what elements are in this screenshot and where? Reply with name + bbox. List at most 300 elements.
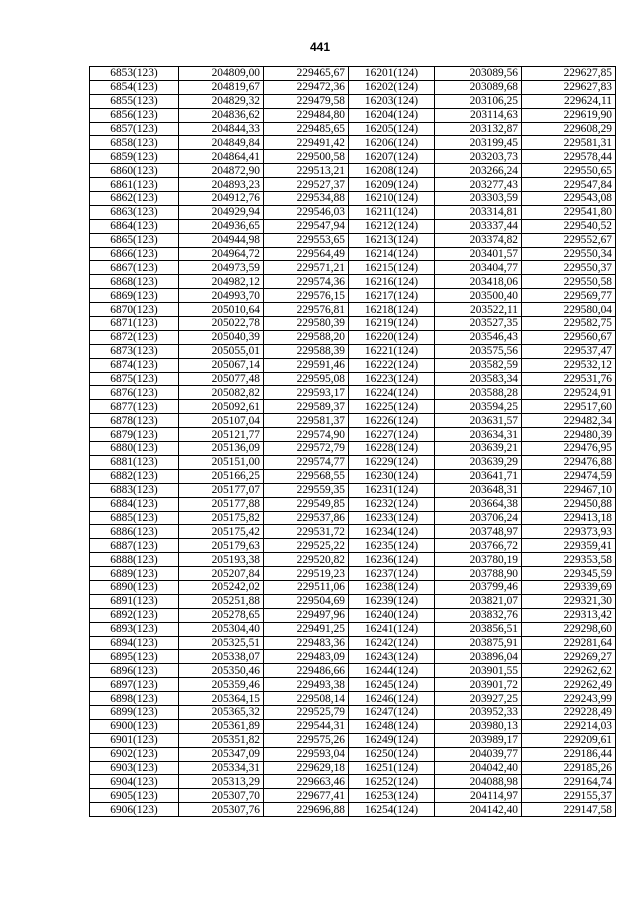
table-cell: 6878(123) (90, 414, 179, 428)
table-cell: 229483,36 (264, 636, 349, 650)
table-cell: 6879(123) (90, 428, 179, 442)
table-cell: 16218(124) (349, 303, 435, 317)
table-cell: 6904(123) (90, 775, 179, 789)
table-cell: 16217(124) (349, 289, 435, 303)
table-cell: 229550,37 (522, 261, 616, 275)
table-cell: 204912,76 (179, 192, 264, 206)
table-cell: 229534,88 (264, 192, 349, 206)
table-cell: 229593,04 (264, 747, 349, 761)
table-cell: 203500,40 (435, 289, 522, 303)
table-cell: 16231(124) (349, 483, 435, 497)
table-cell: 229546,03 (264, 205, 349, 219)
table-cell: 16247(124) (349, 705, 435, 719)
table-cell: 229517,60 (522, 400, 616, 414)
table-cell: 205175,82 (179, 511, 264, 525)
table-cell: 204849,84 (179, 136, 264, 150)
table-cell: 229493,38 (264, 678, 349, 692)
table-cell: 229544,31 (264, 719, 349, 733)
table-cell: 205092,61 (179, 400, 264, 414)
table-cell: 203896,04 (435, 650, 522, 664)
table-cell: 203089,68 (435, 80, 522, 94)
table-cell: 16232(124) (349, 497, 435, 511)
table-cell: 203641,71 (435, 469, 522, 483)
table-cell: 205175,42 (179, 525, 264, 539)
table-cell: 203374,82 (435, 233, 522, 247)
table-cell: 16227(124) (349, 428, 435, 442)
table-cell: 205338,07 (179, 650, 264, 664)
table-row (90, 622, 616, 636)
table-row (90, 150, 616, 164)
table-cell: 229373,93 (522, 525, 616, 539)
table-cell: 6868(123) (90, 275, 179, 289)
table-cell: 203901,55 (435, 664, 522, 678)
table-cell: 229531,76 (522, 372, 616, 386)
table-cell: 229281,64 (522, 636, 616, 650)
table-cell: 229559,35 (264, 483, 349, 497)
table-cell: 229581,31 (522, 136, 616, 150)
table-cell: 16210(124) (349, 192, 435, 206)
table-cell: 229164,74 (522, 775, 616, 789)
table-cell: 16214(124) (349, 247, 435, 261)
table-cell: 6853(123) (90, 67, 179, 81)
table-cell: 229564,49 (264, 247, 349, 261)
table-cell: 203314,81 (435, 205, 522, 219)
table-cell: 203980,13 (435, 719, 522, 733)
table-cell: 16213(124) (349, 233, 435, 247)
table-cell: 203832,76 (435, 608, 522, 622)
table-cell: 204864,41 (179, 150, 264, 164)
table-row (90, 358, 616, 372)
table-row (90, 122, 616, 136)
table-cell: 205151,00 (179, 455, 264, 469)
table-cell: 16236(124) (349, 553, 435, 567)
table-cell: 6900(123) (90, 719, 179, 733)
table-cell: 6855(123) (90, 94, 179, 108)
table-cell: 229482,34 (522, 414, 616, 428)
table-cell: 6892(123) (90, 608, 179, 622)
table-cell: 229345,59 (522, 567, 616, 581)
table-cell: 229549,85 (264, 497, 349, 511)
table-row (90, 428, 616, 442)
table-cell: 229663,46 (264, 775, 349, 789)
table-cell: 16249(124) (349, 733, 435, 747)
table-cell: 6903(123) (90, 761, 179, 775)
table-cell: 205067,14 (179, 358, 264, 372)
table-cell: 229497,96 (264, 608, 349, 622)
table-cell: 6883(123) (90, 483, 179, 497)
table-cell: 16252(124) (349, 775, 435, 789)
table-cell: 203583,34 (435, 372, 522, 386)
table-cell: 6902(123) (90, 747, 179, 761)
table-row (90, 330, 616, 344)
table-cell: 6866(123) (90, 247, 179, 261)
table-cell: 204114,97 (435, 789, 522, 803)
table-cell: 229465,67 (264, 67, 349, 81)
table-row (90, 733, 616, 747)
table-row (90, 525, 616, 539)
table-cell: 6881(123) (90, 455, 179, 469)
table-cell: 6889(123) (90, 567, 179, 581)
table-cell: 6896(123) (90, 664, 179, 678)
table-cell: 203132,87 (435, 122, 522, 136)
table-row (90, 414, 616, 428)
table-cell: 229696,88 (264, 803, 349, 817)
table-row (90, 275, 616, 289)
table-row (90, 219, 616, 233)
table-cell: 205179,63 (179, 539, 264, 553)
table-cell: 6867(123) (90, 261, 179, 275)
table-cell: 229472,36 (264, 80, 349, 94)
table-cell: 16243(124) (349, 650, 435, 664)
table-cell: 16211(124) (349, 205, 435, 219)
table-cell: 203875,91 (435, 636, 522, 650)
table-cell: 229550,34 (522, 247, 616, 261)
table-cell: 16242(124) (349, 636, 435, 650)
table-cell: 205361,89 (179, 719, 264, 733)
table-cell: 229209,61 (522, 733, 616, 747)
table-row (90, 164, 616, 178)
table-cell: 6890(123) (90, 580, 179, 594)
table-cell: 205177,88 (179, 497, 264, 511)
table-row (90, 136, 616, 150)
table-row (90, 442, 616, 456)
table-cell: 203821,07 (435, 594, 522, 608)
table-cell: 16251(124) (349, 761, 435, 775)
table-cell: 16202(124) (349, 80, 435, 94)
table-row (90, 400, 616, 414)
table-cell: 204944,98 (179, 233, 264, 247)
table-cell: 6858(123) (90, 136, 179, 150)
table-row (90, 775, 616, 789)
table-cell: 229214,03 (522, 719, 616, 733)
table-cell: 229541,80 (522, 205, 616, 219)
table-cell: 205193,38 (179, 553, 264, 567)
table-row (90, 108, 616, 122)
table-cell: 6856(123) (90, 108, 179, 122)
table-cell: 229467,10 (522, 483, 616, 497)
table-cell: 229574,36 (264, 275, 349, 289)
table-cell: 203766,72 (435, 539, 522, 553)
table-cell: 6905(123) (90, 789, 179, 803)
table-cell: 16229(124) (349, 455, 435, 469)
table-cell: 6854(123) (90, 80, 179, 94)
table-cell: 229269,27 (522, 650, 616, 664)
table-cell: 16222(124) (349, 358, 435, 372)
table-cell: 229591,46 (264, 358, 349, 372)
table-row (90, 705, 616, 719)
table-row (90, 664, 616, 678)
table-cell: 203404,77 (435, 261, 522, 275)
table-cell: 203901,72 (435, 678, 522, 692)
table-cell: 229474,59 (522, 469, 616, 483)
table-cell: 16219(124) (349, 317, 435, 331)
table-cell: 229574,90 (264, 428, 349, 442)
table-cell: 16228(124) (349, 442, 435, 456)
table-cell: 205350,46 (179, 664, 264, 678)
table-row (90, 761, 616, 775)
table-cell: 229560,67 (522, 330, 616, 344)
table-cell: 6871(123) (90, 317, 179, 331)
table-cell: 229450,88 (522, 497, 616, 511)
table-cell: 229537,86 (264, 511, 349, 525)
table-cell: 204088,98 (435, 775, 522, 789)
table-row (90, 719, 616, 733)
table-cell: 6906(123) (90, 803, 179, 817)
table-row (90, 636, 616, 650)
table-cell: 229524,91 (522, 386, 616, 400)
table-row (90, 692, 616, 706)
table-cell: 203639,29 (435, 455, 522, 469)
table-cell: 229531,72 (264, 525, 349, 539)
table-cell: 16241(124) (349, 622, 435, 636)
table-cell: 229589,37 (264, 400, 349, 414)
table-cell: 204836,62 (179, 108, 264, 122)
table-cell: 229595,08 (264, 372, 349, 386)
table-cell: 203266,24 (435, 164, 522, 178)
table-cell: 6859(123) (90, 150, 179, 164)
table-cell: 204964,72 (179, 247, 264, 261)
table-row (90, 511, 616, 525)
table-row (90, 386, 616, 400)
table-cell: 16245(124) (349, 678, 435, 692)
table-cell: 203303,59 (435, 192, 522, 206)
table-cell: 203401,57 (435, 247, 522, 261)
table-row (90, 80, 616, 94)
table-cell: 229627,83 (522, 80, 616, 94)
table-cell: 204973,59 (179, 261, 264, 275)
table-cell: 16201(124) (349, 67, 435, 81)
table-cell: 204809,00 (179, 67, 264, 81)
table-cell: 229569,77 (522, 289, 616, 303)
table-cell: 229581,37 (264, 414, 349, 428)
table-cell: 6875(123) (90, 372, 179, 386)
table-cell: 205325,51 (179, 636, 264, 650)
table-cell: 203706,24 (435, 511, 522, 525)
table-cell: 229553,65 (264, 233, 349, 247)
table-cell: 6880(123) (90, 442, 179, 456)
table-cell: 205077,48 (179, 372, 264, 386)
table-cell: 6873(123) (90, 344, 179, 358)
table-cell: 229520,82 (264, 553, 349, 567)
table-cell: 229491,25 (264, 622, 349, 636)
table-cell: 229571,21 (264, 261, 349, 275)
table-cell: 6869(123) (90, 289, 179, 303)
table-cell: 229580,04 (522, 303, 616, 317)
table-cell: 16235(124) (349, 539, 435, 553)
table-cell: 205010,64 (179, 303, 264, 317)
table-cell: 205121,77 (179, 428, 264, 442)
table-cell: 205107,04 (179, 414, 264, 428)
table-cell: 6897(123) (90, 678, 179, 692)
table-cell: 229321,30 (522, 594, 616, 608)
table-cell: 229479,58 (264, 94, 349, 108)
table-cell: 204039,77 (435, 747, 522, 761)
table-cell: 205365,32 (179, 705, 264, 719)
table-cell: 16237(124) (349, 567, 435, 581)
table-cell: 229511,06 (264, 580, 349, 594)
table-cell: 203799,46 (435, 580, 522, 594)
table-cell: 203634,31 (435, 428, 522, 442)
table-cell: 6891(123) (90, 594, 179, 608)
table-row (90, 580, 616, 594)
table-cell: 16230(124) (349, 469, 435, 483)
table-cell: 229532,12 (522, 358, 616, 372)
table-cell: 6882(123) (90, 469, 179, 483)
table-row (90, 497, 616, 511)
table-cell: 16215(124) (349, 261, 435, 275)
table-cell: 6877(123) (90, 400, 179, 414)
table-cell: 16204(124) (349, 108, 435, 122)
table-cell: 6865(123) (90, 233, 179, 247)
table-cell: 229582,75 (522, 317, 616, 331)
table-row (90, 205, 616, 219)
table-cell: 16239(124) (349, 594, 435, 608)
table-cell: 229519,23 (264, 567, 349, 581)
table-cell: 229576,15 (264, 289, 349, 303)
table-cell: 205251,88 (179, 594, 264, 608)
table-cell: 16216(124) (349, 275, 435, 289)
table-cell: 16248(124) (349, 719, 435, 733)
table-row (90, 539, 616, 553)
table-cell: 229593,17 (264, 386, 349, 400)
table-cell: 229537,47 (522, 344, 616, 358)
table-cell: 203575,56 (435, 344, 522, 358)
table-cell: 6872(123) (90, 330, 179, 344)
table-cell: 6894(123) (90, 636, 179, 650)
table-cell: 205082,82 (179, 386, 264, 400)
table-cell: 205334,31 (179, 761, 264, 775)
table-cell: 229413,18 (522, 511, 616, 525)
table-cell: 229525,22 (264, 539, 349, 553)
table-cell: 229228,49 (522, 705, 616, 719)
table-cell: 229588,39 (264, 344, 349, 358)
table-cell: 229550,65 (522, 164, 616, 178)
table-cell: 203199,45 (435, 136, 522, 150)
table-cell: 205313,29 (179, 775, 264, 789)
table-cell: 16220(124) (349, 330, 435, 344)
table-cell: 203527,35 (435, 317, 522, 331)
table-row (90, 469, 616, 483)
table-cell: 229476,95 (522, 442, 616, 456)
table-cell: 229575,26 (264, 733, 349, 747)
table-cell: 204929,94 (179, 205, 264, 219)
table-cell: 205177,07 (179, 483, 264, 497)
table-row (90, 594, 616, 608)
table-cell: 229185,26 (522, 761, 616, 775)
table-cell: 204819,67 (179, 80, 264, 94)
table-cell: 229568,55 (264, 469, 349, 483)
table-cell: 204893,23 (179, 178, 264, 192)
table-cell: 229504,69 (264, 594, 349, 608)
table-cell: 229186,44 (522, 747, 616, 761)
table-cell: 203631,57 (435, 414, 522, 428)
table-cell: 229572,79 (264, 442, 349, 456)
table-row (90, 247, 616, 261)
table-cell: 229147,58 (522, 803, 616, 817)
table-row (90, 192, 616, 206)
table-cell: 229540,52 (522, 219, 616, 233)
table-row (90, 789, 616, 803)
table-cell: 205347,09 (179, 747, 264, 761)
table-cell: 229500,58 (264, 150, 349, 164)
coordinates-table-body (90, 67, 616, 817)
table-cell: 229624,11 (522, 94, 616, 108)
table-cell: 203546,43 (435, 330, 522, 344)
table-cell: 229155,37 (522, 789, 616, 803)
table-cell: 6901(123) (90, 733, 179, 747)
table-cell: 229491,42 (264, 136, 349, 150)
table-cell: 229547,84 (522, 178, 616, 192)
table-cell: 6864(123) (90, 219, 179, 233)
table-cell: 16206(124) (349, 136, 435, 150)
table-cell: 229483,09 (264, 650, 349, 664)
table-cell: 229550,58 (522, 275, 616, 289)
table-cell: 229513,21 (264, 164, 349, 178)
table-cell: 205307,76 (179, 803, 264, 817)
table-row (90, 372, 616, 386)
table-cell: 229508,14 (264, 692, 349, 706)
table-cell: 229353,58 (522, 553, 616, 567)
table-row (90, 67, 616, 81)
table-cell: 16207(124) (349, 150, 435, 164)
table-cell: 204844,33 (179, 122, 264, 136)
table-cell: 203588,28 (435, 386, 522, 400)
table-cell: 16253(124) (349, 789, 435, 803)
table-cell: 229262,49 (522, 678, 616, 692)
coordinates-table (89, 66, 616, 817)
table-cell: 16226(124) (349, 414, 435, 428)
table-row (90, 553, 616, 567)
table-cell: 205242,02 (179, 580, 264, 594)
table-cell: 205351,82 (179, 733, 264, 747)
table-row (90, 94, 616, 108)
table-cell: 16205(124) (349, 122, 435, 136)
table-cell: 203989,17 (435, 733, 522, 747)
table-cell: 16246(124) (349, 692, 435, 706)
table-cell: 229313,42 (522, 608, 616, 622)
table-cell: 16221(124) (349, 344, 435, 358)
table-cell: 204993,70 (179, 289, 264, 303)
table-cell: 6893(123) (90, 622, 179, 636)
table-row (90, 344, 616, 358)
table-cell: 229547,94 (264, 219, 349, 233)
table-cell: 203856,51 (435, 622, 522, 636)
table-cell: 6861(123) (90, 178, 179, 192)
table-cell: 6887(123) (90, 539, 179, 553)
table-cell: 16225(124) (349, 400, 435, 414)
table-cell: 205278,65 (179, 608, 264, 622)
table-row (90, 650, 616, 664)
table-cell: 204982,12 (179, 275, 264, 289)
table-cell: 229580,39 (264, 317, 349, 331)
table-cell: 205307,70 (179, 789, 264, 803)
table-cell: 6870(123) (90, 303, 179, 317)
table-cell: 16254(124) (349, 803, 435, 817)
table-cell: 205136,09 (179, 442, 264, 456)
table-cell: 229359,41 (522, 539, 616, 553)
table-cell: 205166,25 (179, 469, 264, 483)
table-cell: 6899(123) (90, 705, 179, 719)
table-cell: 16244(124) (349, 664, 435, 678)
table-cell: 6886(123) (90, 525, 179, 539)
table-cell: 229486,66 (264, 664, 349, 678)
table-cell: 16208(124) (349, 164, 435, 178)
table-cell: 205359,46 (179, 678, 264, 692)
table-cell: 203337,44 (435, 219, 522, 233)
table-cell: 205364,15 (179, 692, 264, 706)
table-cell: 203780,19 (435, 553, 522, 567)
table-cell: 203648,31 (435, 483, 522, 497)
